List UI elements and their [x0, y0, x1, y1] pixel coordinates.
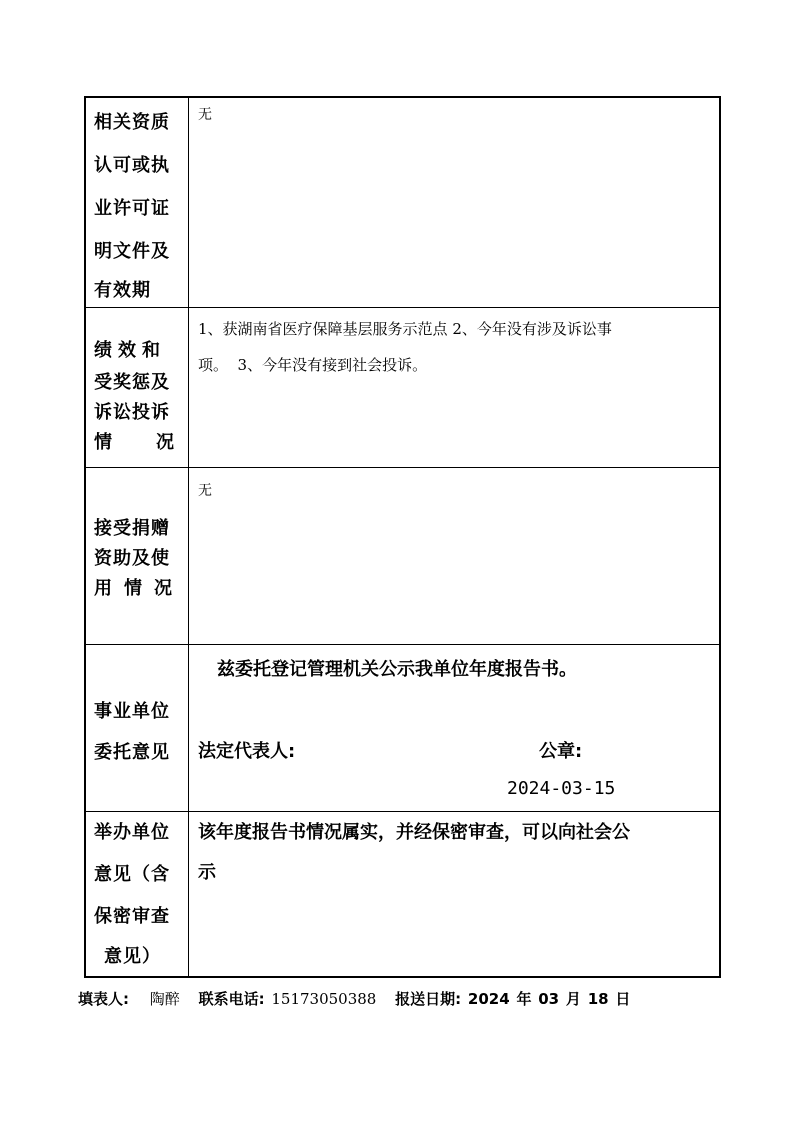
sponsor-content-line: 示 — [198, 862, 216, 883]
entrust-date: 2024-03-15 — [507, 778, 616, 799]
donation-label-line: 用情况 — [94, 578, 184, 599]
performance-content-cell — [189, 308, 719, 467]
sponsor-label-cell — [86, 812, 189, 978]
qualification-content-cell — [189, 98, 719, 307]
performance-label-line: 受奖惩及 — [94, 372, 170, 393]
qualification-label-line: 业许可证 — [94, 198, 170, 219]
row-qualification — [86, 98, 719, 308]
donation-label-line: 资助及使 — [94, 548, 170, 569]
donation-label-cell — [86, 468, 189, 644]
performance-label-line: 情况 — [94, 432, 218, 453]
filler-label: 填表人: — [78, 990, 129, 1008]
filler-name: 陶醉 — [149, 990, 180, 1008]
sponsor-content-cell — [189, 812, 719, 978]
submit-day: 18 — [587, 990, 609, 1008]
entrust-label-cell — [86, 645, 189, 811]
submit-month: 03 — [538, 990, 560, 1008]
qualification-label-cell — [86, 98, 189, 307]
sponsor-label-line: 意见） — [104, 946, 161, 967]
entrust-statement: 兹委托登记管理机关公示我单位年度报告书。 — [217, 659, 577, 680]
donation-content: 无 — [198, 483, 212, 499]
qualification-label-line: 明文件及 — [94, 241, 170, 262]
qualification-content: 无 — [198, 107, 212, 123]
submit-year: 2024 — [467, 990, 510, 1008]
row-entrust — [86, 645, 719, 812]
qualification-label-line: 有效期 — [94, 280, 151, 301]
row-performance — [86, 308, 719, 468]
entrust-content-cell — [189, 645, 719, 811]
report-table — [84, 96, 721, 978]
performance-label-cell — [86, 308, 218, 467]
performance-label-line: 绩效和 — [94, 340, 166, 361]
performance-content-line: 项。 3、今年没有接到社会投诉。 — [198, 356, 428, 374]
day-unit: 日 — [615, 990, 631, 1008]
row-sponsor — [86, 812, 719, 978]
row-donation — [86, 468, 719, 645]
submit-date-label: 报送日期: — [395, 990, 462, 1008]
report-footer — [78, 988, 632, 1009]
qualification-label-line: 相关资质 — [94, 112, 170, 133]
sponsor-label-line: 意见（含 — [94, 864, 170, 885]
year-unit: 年 — [516, 990, 532, 1008]
sponsor-label-line: 保密审查 — [94, 906, 170, 927]
performance-label-line: 诉讼投诉 — [94, 402, 170, 423]
phone-label: 联系电话: — [198, 990, 265, 1008]
performance-content-line: 1、获湖南省医疗保障基层服务示范点 2、今年没有涉及诉讼事 — [198, 320, 612, 338]
month-unit: 月 — [565, 990, 581, 1008]
donation-label-line: 接受捐赠 — [94, 518, 170, 539]
sponsor-content-line: 该年度报告书情况属实，并经保密审查，可以向社会公 — [198, 822, 630, 843]
seal-label: 公章: — [539, 741, 583, 762]
entrust-label-line: 事业单位 — [94, 701, 170, 722]
legal-representative-label: 法定代表人: — [198, 741, 296, 762]
entrust-label-line: 委托意见 — [94, 742, 170, 763]
donation-content-cell — [189, 468, 719, 644]
phone-number: 15173050388 — [271, 990, 377, 1008]
sponsor-label-line: 举办单位 — [94, 822, 170, 843]
qualification-label-line: 认可或执 — [94, 155, 170, 176]
